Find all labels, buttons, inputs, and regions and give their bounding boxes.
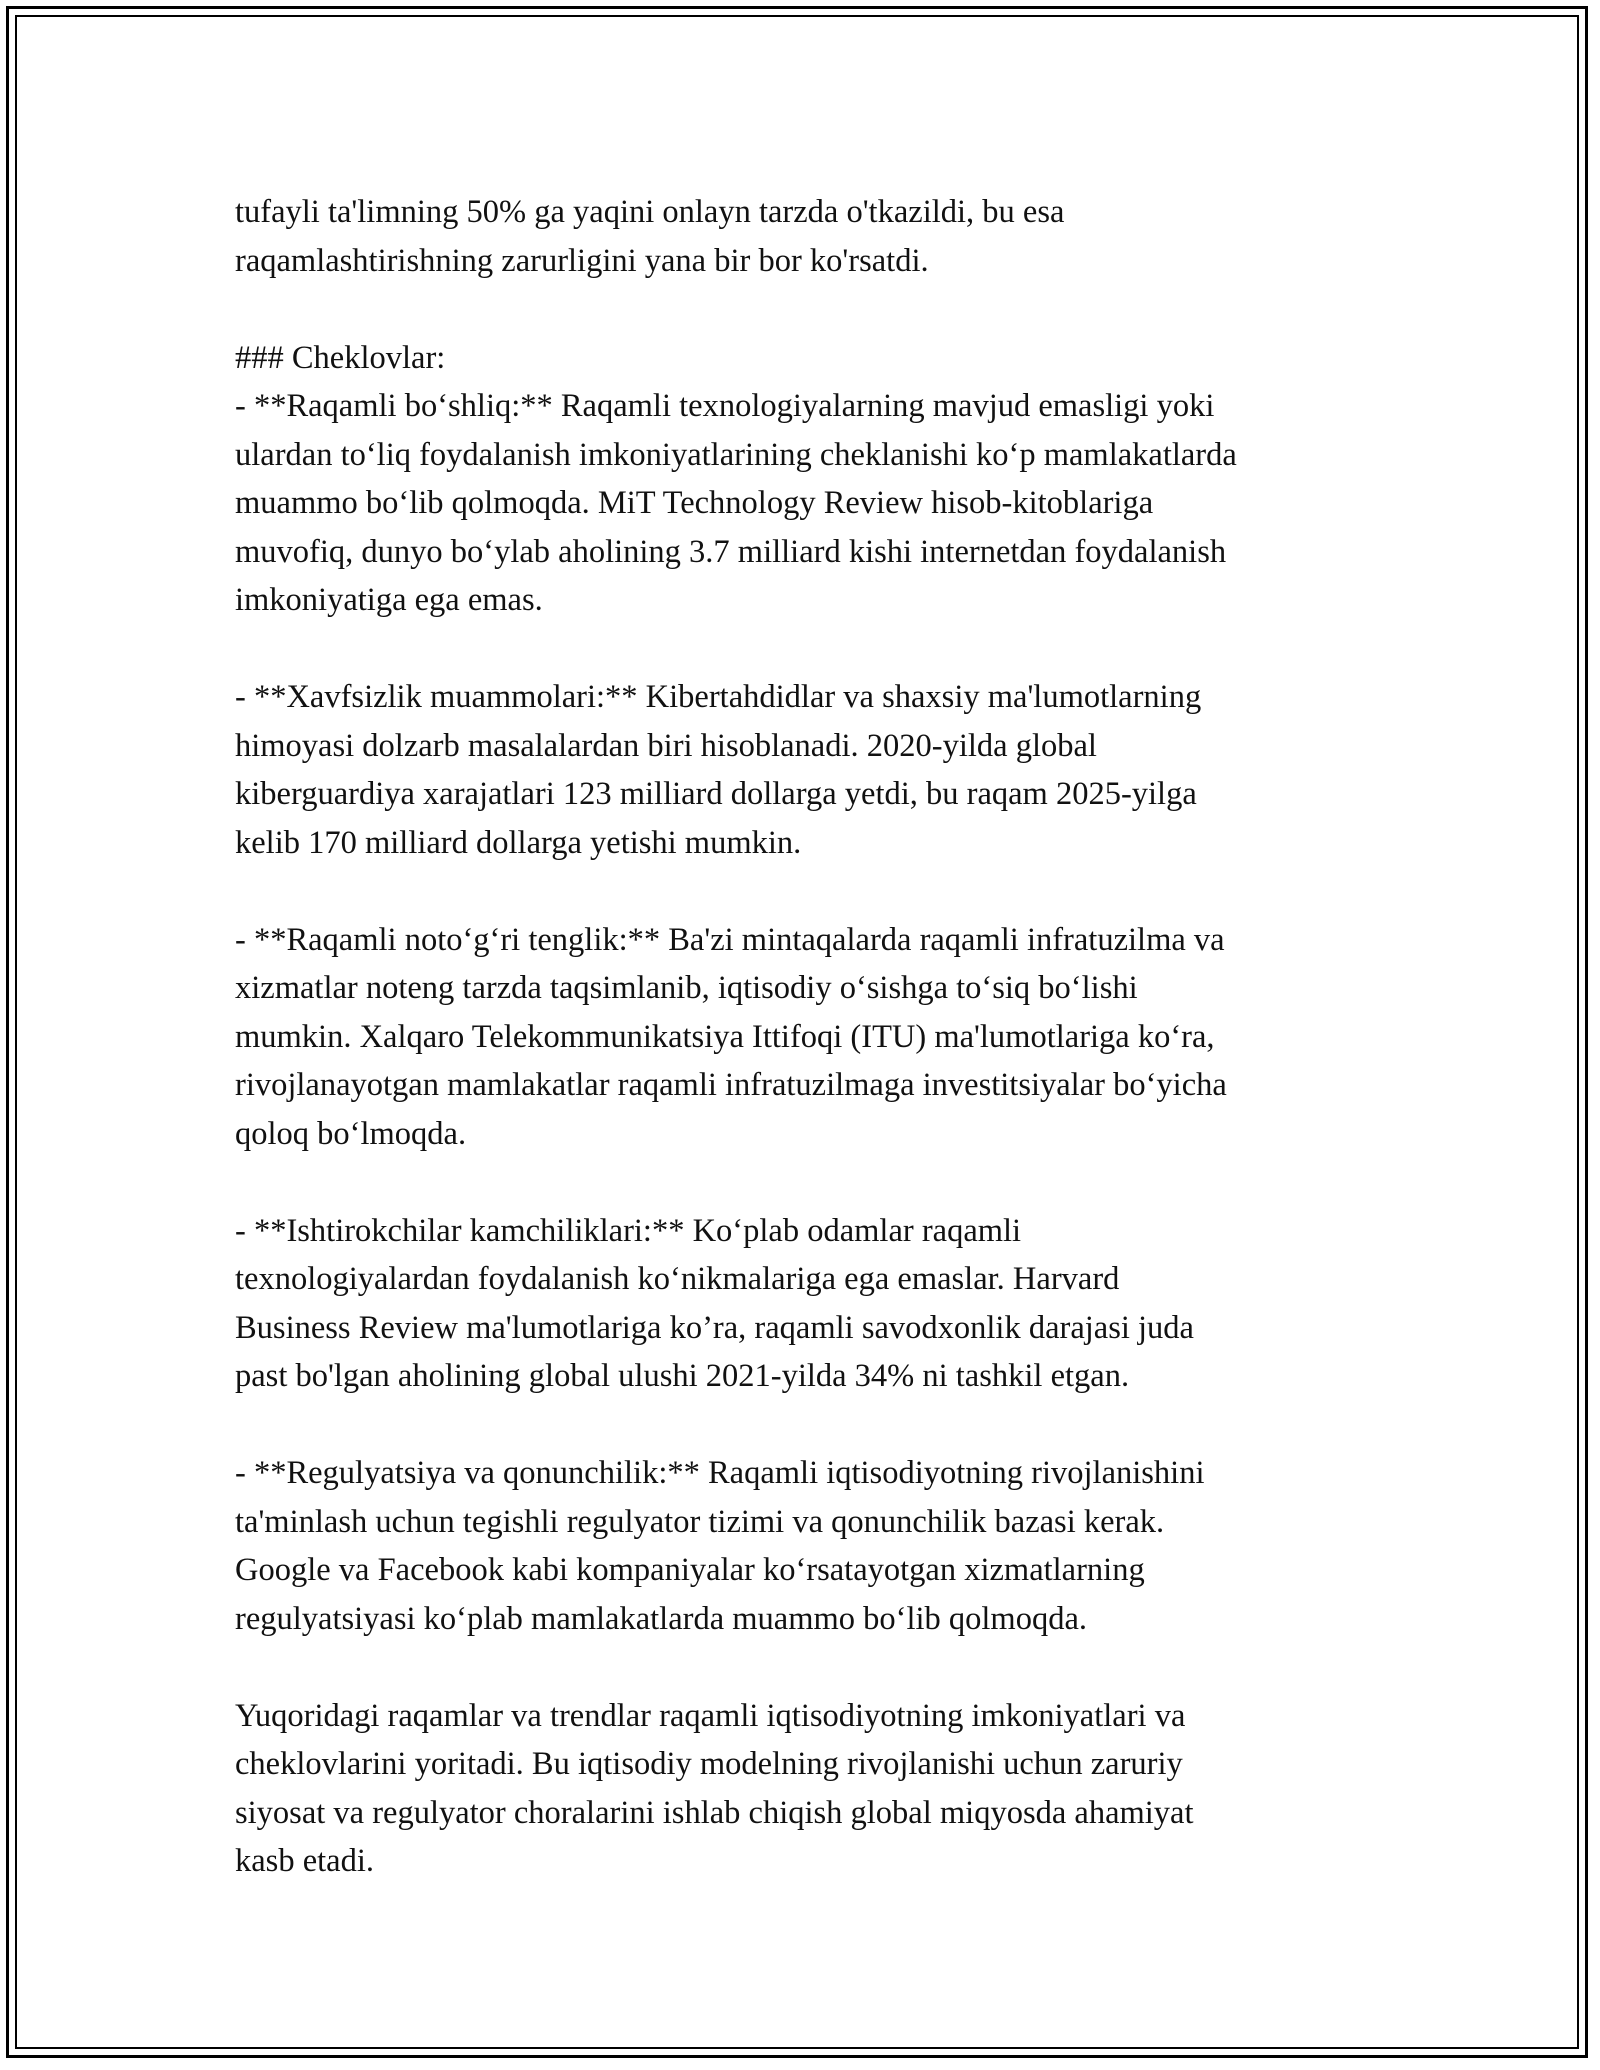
list-item-line: kiberguardiya xarajatlari 123 milliard dollarga yetdi, bu raqam 2025-yilga — [235, 776, 1197, 812]
list-item-line: texnologiyalardan foydalanish ko‘nikmalariga ega emaslar. Harvard — [235, 1261, 1120, 1297]
limitations-section — [235, 334, 1385, 625]
text-line: siyosat va regulyator choralarini ishlab chiqish global miqyosda ahamiyat — [235, 1794, 1194, 1831]
list-item-line: - **Raqamli bo‘shliq:** Raqamli texnologiyalarning mavjud emasligi yoki — [235, 388, 1215, 424]
list-item-line: Google va Facebook kabi kompaniyalar ko‘rsatayotgan xizmatlarning — [235, 1552, 1145, 1588]
list-item-line: kelib 170 milliard dollarga yetishi mumkin. — [235, 824, 802, 861]
list-item-line: mumkin. Xalqaro Telekommunikatsiya Ittifoqi (ITU) ma'lumotlariga ko‘ra, — [235, 1018, 1215, 1055]
list-item-line: - **Raqamli noto‘g‘ri tenglik:** Ba'zi mintaqalarda raqamli infratuzilma va — [235, 921, 1225, 958]
intro-paragraph — [235, 188, 1385, 285]
text-line: Yuqoridagi raqamlar va trendlar raqamli iqtisodiyotning imkoniyatlari va — [235, 1697, 1186, 1734]
list-item-line: muammo bo‘lib qolmoqda. MiT Technology Review hisob-kitoblariga — [235, 485, 1154, 521]
text-line: tufayli ta'limning 50% ga yaqini onlayn tarzda o'tkazildi, bu esa — [235, 194, 1065, 230]
list-item-line: xizmatlar noteng tarzda taqsimlanib, iqtisodiy o‘sishga to‘siq bo‘lishi — [235, 970, 1138, 1006]
list-item-line: Business Review ma'lumotlariga ko’ra, raqamli savodxonlik darajasi juda — [235, 1309, 1194, 1346]
list-item-line: - **Regulyatsiya va qonunchilik:** Raqamli iqtisodiyotning rivojlanishini — [235, 1455, 1205, 1491]
text-line: raqamlashtirishning zarurligini yana bir bor ko'rsatdi. — [235, 242, 929, 279]
document-body — [235, 188, 1385, 1934]
list-item-inequality — [235, 916, 1385, 1159]
text-line: cheklovlarini yoritadi. Bu iqtisodiy modelning rivojlanishi uchun zaruriy — [235, 1746, 1183, 1782]
list-item-regulation — [235, 1449, 1385, 1643]
list-item-participants — [235, 1207, 1385, 1401]
list-item-line: qoloq bo‘lmoqda. — [235, 1115, 467, 1152]
list-item-line: ulardan to‘liq foydalanish imkoniyatlarining cheklanishi ko‘p mamlakatlarda — [235, 436, 1237, 473]
list-item-line: - **Xavfsizlik muammolari:** Kibertahdidlar va shaxsiy ma'lumotlarning — [235, 679, 1202, 715]
section-heading: ### Cheklovlar: — [235, 339, 446, 376]
list-item-line: regulyatsiyasi ko‘plab mamlakatlarda muammo bo‘lib qolmoqda. — [235, 1600, 1088, 1637]
list-item-line: ta'minlash uchun tegishli regulyator tizimi va qonunchilik bazasi kerak. — [235, 1503, 1165, 1540]
list-item-line: himoyasi dolzarb masalalardan biri hisoblanadi. 2020-yilda global — [235, 727, 1097, 764]
list-item-line: rivojlanayotgan mamlakatlar raqamli infratuzilmaga investitsiyalar bo‘yicha — [235, 1067, 1227, 1103]
list-item-line: past bo'lgan aholining global ulushi 2021-yilda 34% ni tashkil etgan. — [235, 1358, 1130, 1394]
conclusion-paragraph — [235, 1692, 1385, 1886]
text-line: kasb etadi. — [235, 1843, 374, 1879]
list-item-security — [235, 673, 1385, 867]
list-item-line: - **Ishtirokchilar kamchiliklari:** Ko‘plab odamlar raqamli — [235, 1212, 1022, 1249]
list-item-line: imkoniyatiga ega emas. — [235, 582, 543, 618]
list-item-line: muvofiq, dunyo bo‘ylab aholining 3.7 milliard kishi internetdan foydalanish — [235, 533, 1227, 570]
